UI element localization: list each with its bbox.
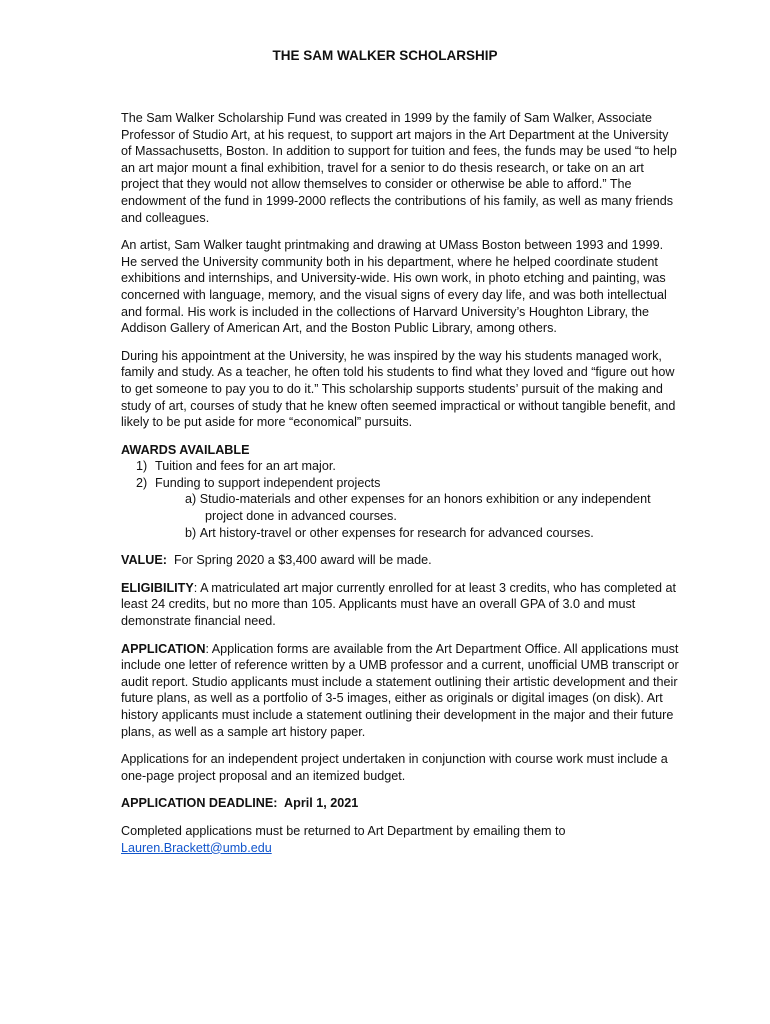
award-subitem-text: Studio-materials and other expenses for an honors exhibition or any independent project done in advanced courses. <box>199 492 651 524</box>
value-text: For Spring 2020 a $3,400 award will be made. <box>173 553 432 568</box>
application-text: : Application forms are available from the Art Department Office. All applications must include one letter of reference written by a UMB professor and a current, unofficial UMB transcript or audit report. Studio applicants must include a statement outlining their artistic development and their future plans, as well as a portfolio of 3-5 images, either as originals or digital images (on disk). Art history applicants must include a statement outlining their development in the major and their future plans, as well as a sample art history paper. <box>121 641 679 739</box>
award-subitem-text: Art history-travel or other expenses for research for advanced courses. <box>199 525 594 540</box>
award-item-text: Tuition and fees for an art major. <box>155 459 336 474</box>
award-subitem <box>121 491 681 524</box>
return-section <box>121 823 681 856</box>
application-section <box>121 641 681 741</box>
deadline-date: April 1, 2021 <box>284 796 359 811</box>
teaching-paragraph: During his appointment at the University, he was inspired by the way his students managed work, family and study. As a teacher, he often told his students to find what they loved and “figure out how to get someone to pay you to do it.” This scholarship supports students’ pursuit of the making and study of art, courses of study that he knew often seemed impractical or without tangible benefit, and likely to be put aside for more “economical” pursuits. <box>121 348 676 430</box>
deadline-separator: : <box>273 796 278 811</box>
award-subitem-letter: a) <box>185 492 197 507</box>
awards-section <box>121 442 681 542</box>
award-item-number: 1) <box>136 459 148 474</box>
application-label: APPLICATION <box>121 641 206 656</box>
independent-project-paragraph: Applications for an independent project undertaken in conjunction with course work must include a one-page project proposal and an itemized budget. <box>121 752 668 783</box>
email-link[interactable]: Lauren.Brackett@umb.edu <box>121 840 272 855</box>
eligibility-text: : A matriculated art major currently enrolled for at least 3 credits, who has completed at least 24 credits, but no more than 105. Applicants must have an overall GPA of 3.0 and must demonstrate financial need. <box>121 580 677 629</box>
value-section <box>121 552 681 569</box>
award-subitem-letter: b) <box>185 525 197 540</box>
eligibility-label: ELIGIBILITY <box>121 580 194 595</box>
document-title: THE SAM WALKER SCHOLARSHIP <box>272 48 498 63</box>
intro-paragraph: The Sam Walker Scholarship Fund was created in 1999 by the family of Sam Walker, Associate Professor of Studio Art, at his request, to support art majors in the Art Department at the University of Massachusetts, Boston. In addition to support for tuition and fees, the funds may be used “to help an art major mount a final exhibition, travel for a senior to do thesis research, or take on an art project that they would not allow themselves to consider or otherwise be able to afford.” The endowment of the fund in 1999-2000 reflects the contributions of his family, as well as many friends and colleagues. <box>121 111 677 225</box>
eligibility-section <box>121 580 681 630</box>
award-item <box>121 475 681 492</box>
deadline-label: APPLICATION DEADLINE <box>121 796 274 811</box>
awards-heading: AWARDS AVAILABLE <box>121 442 250 457</box>
award-subitem <box>121 525 681 542</box>
deadline-section <box>121 795 681 812</box>
value-label: VALUE: <box>121 553 167 568</box>
return-text: Completed applications must be returned to Art Department by emailing them to <box>121 823 566 838</box>
document-body <box>121 110 681 867</box>
award-item <box>121 458 681 475</box>
award-item-number: 2) <box>136 475 148 490</box>
biography-paragraph: An artist, Sam Walker taught printmaking and drawing at UMass Boston between 1993 and 1999. He served the University community both in his department, where he helped coordinate student exhibitions and internships, and University-wide. His own work, in photo etching and painting, was concerned with language, memory, and the visual signs of every day life, and was both intellectual and formal. His work is included in the collections of Harvard University’s Houghton Library, the Addison Gallery of American Art, and the Boston Public Library, among others. <box>121 238 667 336</box>
award-item-text: Funding to support independent projects <box>155 475 381 490</box>
